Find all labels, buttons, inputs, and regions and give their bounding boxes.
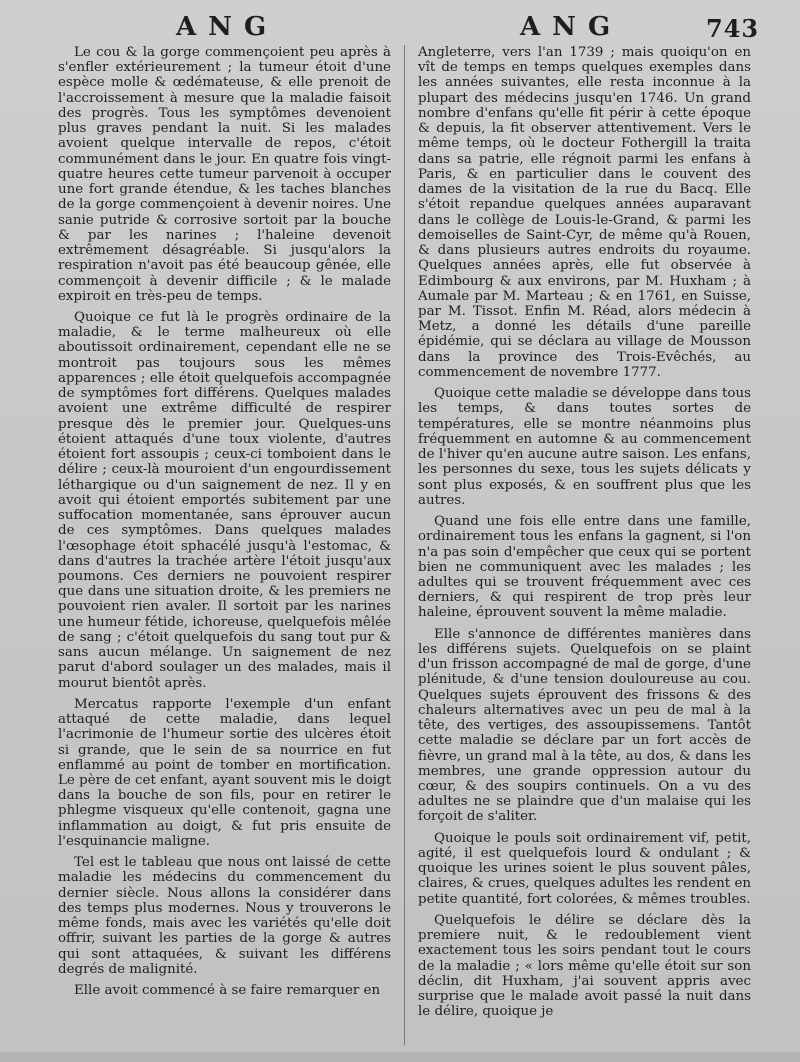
paragraph: Quand une fois elle entre dans une famille, ordinairement tous les enfans la gagnent, si l'on n'a pas soin d'empêcher que ceux qui se portent bien ne communiquent avec les malades ; les adultes qui se trouvent fréquemment avec ces derniers, & qui respirent de trop près leur haleine, éprouvent souvent la même maladie.	[418, 514, 751, 621]
paragraph: Quoique ce fut là le progrès ordinaire de la maladie, & le terme malheureux où elle aboutissoit ordinairement, cependant elle ne se montroit pas toujours sous les mêmes apparences ; elle étoit quelquefois accompagnée de symptômes fort différens. Quelques malades avoient une extrême difficulté de respirer presque dès le premier jour. Quelques-uns étoient attaqués d'une toux violente, d'autres étoient fort assoupis ; ceux-ci tomboient dans le délire ; ceux-là mouroient d'un engourdissement léthargique ou d'un saignement de nez. Il y en avoit qui étoient emportés subitement par une suffocation momentanée, sans éprouver aucun de ces symptômes. Dans quelques malades l'œsophage étoit sphacélé jusqu'à l'estomac, & dans d'autres la trachée artère l'étoit jusqu'aux poumons. Ces derniers ne pouvoient respirer que dans une situation droite, & les premiers ne pouvoient rien avaler. Il sortoit par les narines une humeur fétide, ichoreuse, quelquefois mêlée de sang ; c'étoit quelquefois du sang tout pur & sans aucun mélange. Un saignement de nez parut d'abord soulager un des malades, mais il mourut bientôt après.	[58, 309, 391, 691]
paragraph: Elle s'annonce de différentes manières dans les différens sujets. Quelquefois on se plaint d'un frisson accompagné de mal de gorge, d'une plénitude, & d'une tension douloureuse au cou. Quelques sujets éprouvent des frissons & des chaleurs alternatives avec un peu de mal à la tête, des vertiges, des assoupissemens. Tantôt cette maladie se déclare par un fort accès de fièvre, un grand mal à la tête, au dos, & dans les membres, une grande oppression autour du cœur, & des soupirs continuels. On a vu des adultes ne se plaindre que d'un malaise qui les forçoit de s'aliter.	[418, 626, 751, 825]
running-head-right: ANG	[520, 12, 623, 42]
paragraph: Le cou & la gorge commençoient peu après à s'enfler extérieurement ; la tumeur étoit d'une espèce molle & œdémateuse, & elle prenoit de l'accroissement à mesure que la maladie faisoit des progrès. Tous les symptômes devenoient plus graves pendant la nuit. Si les malades avoient quelque intervalle de repos, c'étoit communément dans le jour. En quatre fois vingt-quatre heures cette tumeur parvenoit à occuper une fort grande étendue, & les taches blanches de la gorge commençoient à devenir noires. Une sanie putride & corrosive sortoit par la bouche & par les narines ; l'haleine devenoit extrêmement désagréable. Si jusqu'alors la respiration n'avoit pas été beaucoup gênée, elle commençoit à devenir difficile ; & le malade expiroit en très-peu de temps.	[58, 45, 391, 304]
left-column	[58, 45, 391, 1004]
right-column	[418, 45, 751, 1026]
paragraph: Mercatus rapporte l'exemple d'un enfant attaqué de cette maladie, dans lequel l'acrimonie de l'humeur sortie des ulcères étoit si grande, que le sein de sa nourrice en fut enflammé au point de tomber en mortification. Le père de cet enfant, ayant souvent mis le doigt dans la bouche de son fils, pour en retirer le phlegme visqueux qu'elle contenoit, gagna une inflammation au doigt, & fut pris ensuite de l'esquinancie maligne.	[58, 696, 391, 849]
page-bottom-edge	[0, 1052, 800, 1062]
paragraph: Elle avoit commencé à se faire remarquer en	[74, 983, 381, 999]
paragraph: Angleterre, vers l'an 1739 ; mais quoiqu'on en vît de temps en temps quelques exemples dans les années suivantes, elle resta inconnue à la plupart des médecins jusqu'en 1746. Un grand nombre d'enfans qu'elle fit périr à cette époque & depuis, la fit observer attentivement. Vers le même temps, où le docteur Fothergill la traita dans sa patrie, elle régnoit parmi les enfans à Paris, & en particulier dans le couvent des dames de la visitation de la rue du Bacq. Elle s'étoit repandue quelques années auparavant dans le collège de Louis-le-Grand, & parmi les demoiselles de Saint-Cyr, de même qu'à Rouen, & dans plusieurs autres endroits du royaume. Quelques années après, elle fut observée à Edimbourg & aux environs, par M. Huxham ; à Aumale par M. Marteau ; & en 1761, en Suisse, par M. Tissot. Enfin M. Réad, alors médecin à Metz, a donné les détails d'une pareille épidémie, qui se déclara au village de Mousson dans la province des Trois-Evêchés, au commencement de novembre 1777.	[418, 45, 751, 380]
paragraph: Quoique cette maladie se développe dans tous les temps, & dans toutes sortes de températures, elle se montre néanmoins plus fréquemment en automne & au commencement de l'hiver qu'en aucune autre saison. Les enfans, les personnes du sexe, tous les sujets délicats y sont plus exposés, & en souffrent plus que les autres.	[418, 386, 751, 508]
page-number: 743	[706, 14, 760, 43]
paragraph: Quelquefois le délire se déclare dès la premiere nuit, & le redoublement vient exactement tous les soirs pendant tout le cours de la maladie ; « lors même qu'elle étoit sur son déclin, dit Huxham, j'ai souvent appris avec surprise que le malade avoit passé la nuit dans le délire, quoique je	[418, 912, 751, 1020]
column-divider	[404, 45, 405, 1045]
paragraph: Tel est le tableau que nous ont laissé de cette maladie les médecins du commencement du dernier siècle. Nous allons la considérer dans des temps plus modernes. Nous y trouverons le même fonds, mais avec les variétés qu'elle doit offrir, suivant les parties de la gorge & autres qui sont attaquées, & suivant les différens degrés de malignité.	[58, 855, 391, 977]
running-head-left: ANG	[176, 12, 279, 42]
paragraph: Quoique le pouls soit ordinairement vif, petit, agité, il est quelquefois lourd & ondulant ; & quoique les urines soient le plus souvent pâles, claires, & crues, quelques adultes les rendent en petite quantité, fort colorées, & mêmes troubles.	[418, 830, 751, 907]
